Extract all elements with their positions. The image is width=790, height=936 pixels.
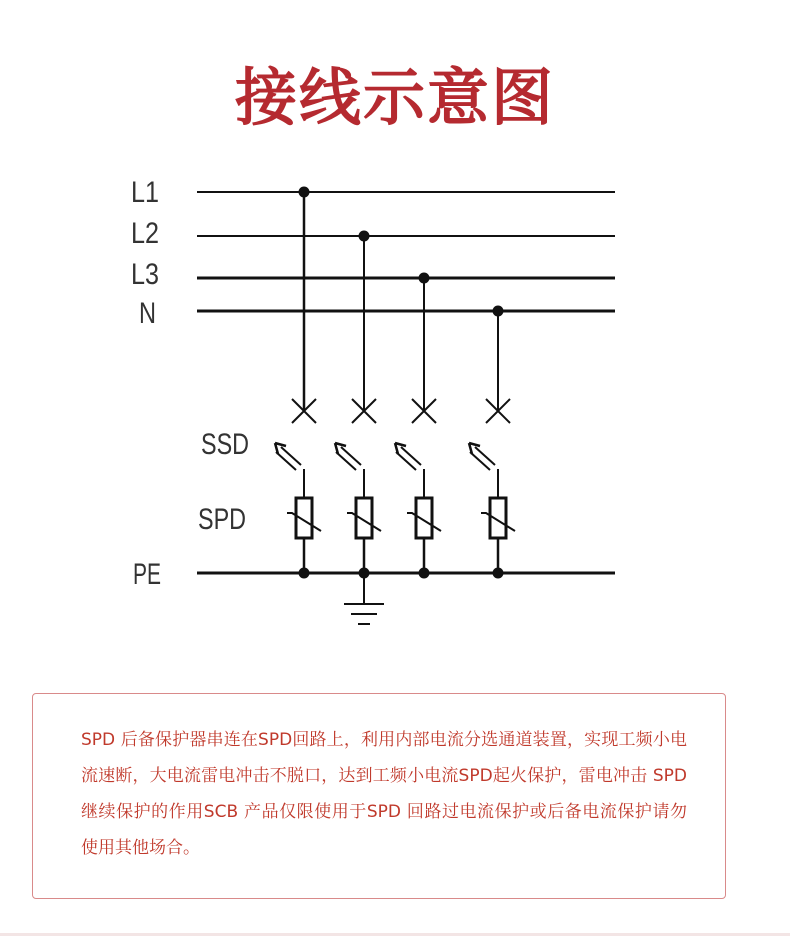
ground-icon: [344, 573, 384, 624]
label-n: N: [139, 297, 156, 330]
label-spd: SPD: [198, 503, 246, 536]
spd-varistor-3: [407, 498, 441, 573]
spd-varistor-1: [287, 498, 321, 573]
label-l1: L1: [131, 176, 159, 209]
description-text: SPD 后备保护器串连在SPD回路上，利用内部电流分选通道装置，实现工频小电流速断，大电流雷电冲击不脱口，达到工频小电流SPD起火保护，雷电冲击 SPD 继续保护的作用SCB 产品仅限使用于SPD 回路过电流保护或后备电流保护请勿使用其他场合。: [81, 730, 687, 858]
junction-dot: [493, 306, 504, 317]
ssd-switch-4: [469, 443, 498, 498]
spd-varistor-4: [481, 498, 515, 573]
ssd-switch-3: [395, 443, 424, 498]
label-pe: PE: [133, 558, 161, 591]
junction-dot: [419, 273, 430, 284]
label-l2: L2: [131, 217, 159, 250]
spd-varistor-2: [347, 498, 381, 573]
label-l3: L3: [131, 258, 159, 291]
ssd-switch-2: [335, 443, 364, 498]
page-title: 接线示意图: [234, 61, 555, 134]
description-box: [32, 693, 726, 899]
label-ssd: SSD: [201, 428, 249, 461]
junction-dot: [359, 231, 370, 242]
junction-dot: [299, 187, 310, 198]
ssd-switch-1: [275, 443, 304, 498]
